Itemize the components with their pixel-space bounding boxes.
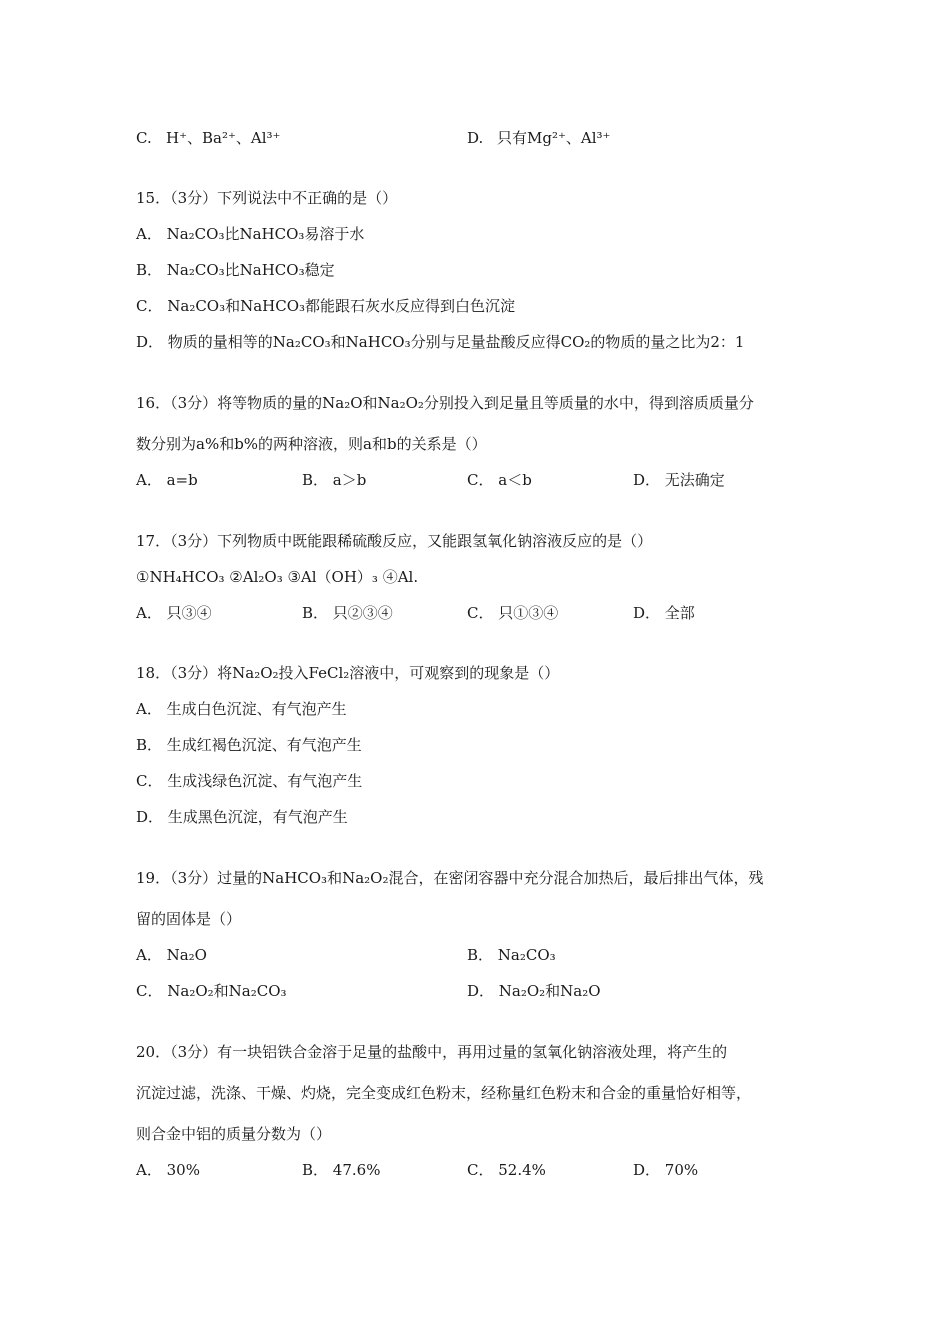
option-text: H⁺、Ba²⁺、Al³⁺ [166, 129, 281, 147]
q15-option-c: C． Na₂CO₃和NaHCO₃都能跟石灰水反应得到白色沉淀 [136, 297, 516, 315]
q16-stem-line-2: 数分别为a%和b%的两种溶液，则a和b的关系是（） [136, 435, 487, 453]
q17-stem: 17．（3分）下列物质中既能跟稀硫酸反应，又能跟氢氧化钠溶液反应的是（） [136, 532, 653, 550]
q18-option-b: B． 生成红褐色沉淀、有气泡产生 [136, 736, 362, 754]
q15-stem: 15．（3分）下列说法中不正确的是（） [136, 189, 398, 207]
q17-option-d: D． 全部 [633, 604, 695, 622]
q15-option-a: A． Na₂CO₃比NaHCO₃易溶于水 [136, 225, 365, 243]
q16-option-c: C． a＜b [467, 471, 532, 489]
q19-option-c: C． Na₂O₂和Na₂CO₃ [136, 982, 287, 1000]
q17-items: ①NH₄HCO₃ ②Al₂O₃ ③Al（OH）₃ ④Al. [136, 568, 419, 586]
option-letter: D. [467, 129, 484, 147]
q18-option-c: C． 生成浅绿色沉淀、有气泡产生 [136, 772, 363, 790]
q20-stem-line-2: 沉淀过滤，洗涤、干燥、灼烧，完全变成红色粉末，经称量红色粉末和合金的重量恰好相等， [136, 1084, 752, 1102]
q20-option-a: A． 30% [136, 1161, 200, 1179]
q18-option-a: A． 生成白色沉淀、有气泡产生 [136, 700, 347, 718]
q19-stem-line-1: 19．（3分）过量的NaHCO₃和Na₂O₂混合，在密闭容器中充分混合加热后，最后排出气体，残 [136, 869, 764, 887]
option-text: 只有Mg²⁺、Al³⁺ [497, 129, 611, 147]
q15-option-d: D． 物质的量相等的Na₂CO₃和NaHCO₃分别与足量盐酸反应得CO₂的物质的量之比为2：1 [136, 333, 745, 351]
q19-option-d: D． Na₂O₂和Na₂O [467, 982, 601, 1000]
q20-option-d: D． 70% [633, 1161, 699, 1179]
q17-option-c: C． 只①③④ [467, 604, 559, 622]
q18-stem: 18．（3分）将Na₂O₂投入FeCl₂溶液中，可观察到的现象是（） [136, 664, 560, 682]
q18-option-d: D． 生成黑色沉淀，有气泡产生 [136, 808, 348, 826]
q19-option-b: B． Na₂CO₃ [467, 946, 556, 964]
q19-stem-line-2: 留的固体是（） [136, 910, 242, 928]
q16-option-d: D． 无法确定 [633, 471, 725, 489]
q16-option-b: B． a＞b [302, 471, 367, 489]
q20-option-b: B． 47.6% [302, 1161, 381, 1179]
q15-option-b: B． Na₂CO₃比NaHCO₃稳定 [136, 261, 335, 279]
q20-stem-line-3: 则合金中铝的质量分数为（） [136, 1125, 332, 1143]
q14-option-d [467, 128, 610, 148]
q16-stem-line-1: 16．（3分）将等物质的量的Na₂O和Na₂O₂分别投入到足量且等质量的水中，得到溶质质量分 [136, 394, 754, 412]
q20-option-c: C． 52.4% [467, 1161, 546, 1179]
q14-option-c [136, 128, 280, 148]
q20-stem-line-1: 20．（3分）有一块铝铁合金溶于足量的盐酸中，再用过量的氢氧化钠溶液处理，将产生的 [136, 1043, 728, 1061]
option-letter: C. [136, 129, 152, 147]
q16-option-a: A． a=b [136, 471, 198, 489]
q17-option-a: A． 只③④ [136, 604, 212, 622]
q19-option-a: A． Na₂O [136, 946, 207, 964]
q17-option-b: B． 只②③④ [302, 604, 393, 622]
